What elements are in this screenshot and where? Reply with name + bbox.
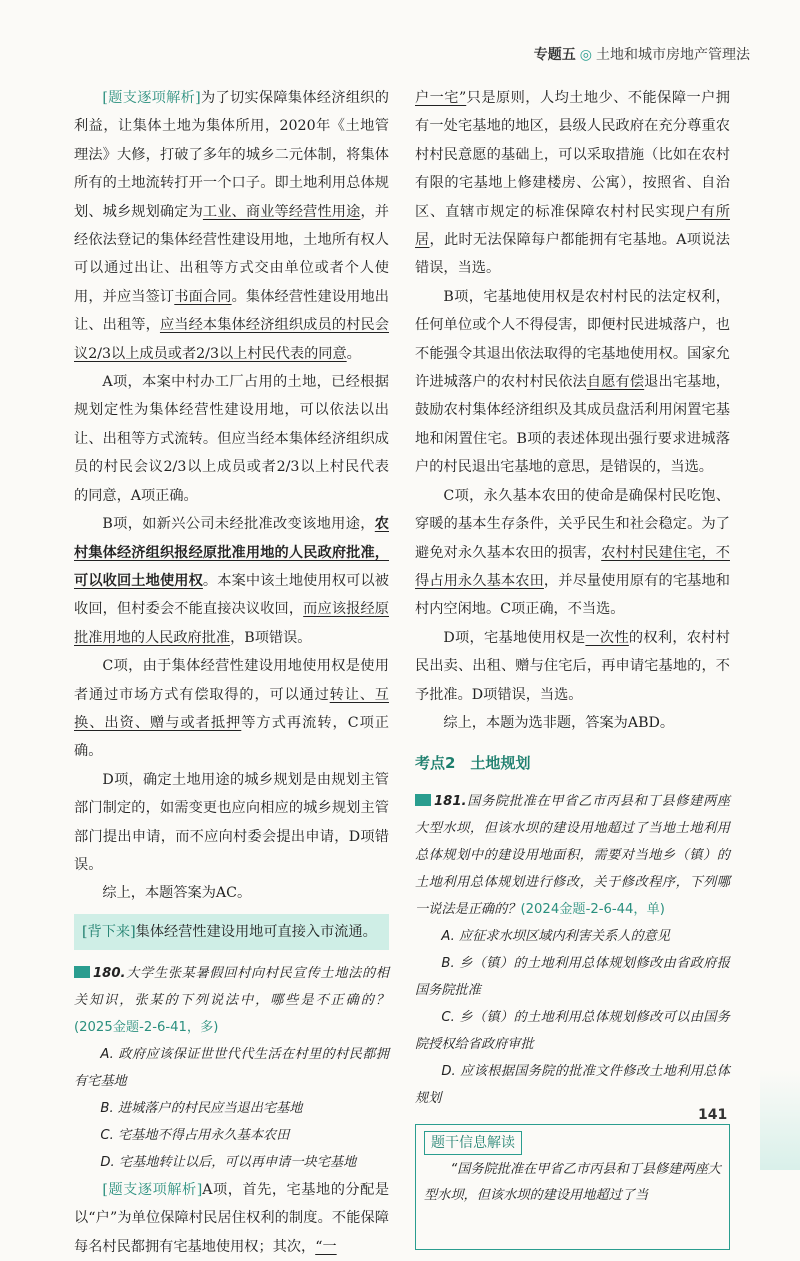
paragraph-option-a: A项，本案中村办工厂占用的土地，已经根据规划定性为集体经营性建设用地，可以依法以出让、出租等方式流转。但应当经本集体经济组织成员的村民会议2/3以上成员或者2/3以上村民代表的同意，A项正确。 xyxy=(74,374,389,504)
paragraph-intro: [题支逐项解析]为了切实保障集体经济组织的利益，让集体土地为集体所用，2020年《土地管理法》大修，打破了多年的城乡二元体制，将集体所有的土地流转打开一个口子。即土地利用总体规划、城乡规划确定为工业、商业等经营性用途，并经依法登记的集体经营性建设用地，土地所有权人可以通过出让、出租等方式交由单位或者个人使用，并应当签订书面合同。集体经营性建设用地出让、出租等，应当经本集体经济组织成员的村民会议2/3以上成员或者2/3以上村民代表的同意。 xyxy=(74,90,389,362)
option-180-b: B. 进城落户的村民应当退出宅基地 xyxy=(100,1100,303,1116)
chapter-title: 土地和城市房地产管理法 xyxy=(596,47,750,63)
analysis-tag-180: [题支逐项解析] xyxy=(102,1181,203,1198)
option-181-a: A. 应征求水坝区域内利害关系人的意见 xyxy=(441,928,671,944)
memo-box xyxy=(74,914,389,950)
page-header xyxy=(450,44,750,64)
separator-icon: ◎ xyxy=(579,47,592,63)
chapter-label: 专题五 xyxy=(533,47,576,63)
paragraph-180-option-c: C项，永久基本农田的使命是确保村民吃饱、穿暖的基本生存条件，关乎民生和社会稳定。为了避免对永久基本农田的损害，农村村民建住宅，不得占用永久基本农田，并尽量使用原有的宅基地和村内空闲地。C项正确，不当选。 xyxy=(415,487,730,618)
page-number: 141 xyxy=(698,1107,728,1123)
option-181-d: D. 应该根据国务院的批准文件修改土地利用总体规划 xyxy=(415,1063,730,1106)
section-heading: 考点2 土地规划 xyxy=(415,754,531,773)
question-181: 181.国务院批准在甲省乙市丙县和丁县修建两座大型水坝，但该水坝的建设用地超过了当地土地利用总体规划中的建设用地面积，需要对当地乡（镇）的土地利用总体规划进行修改，关于修改程序，下列哪一说法是正确的？(2024金题-2-6-44，单) xyxy=(415,793,730,917)
option-181-c: C. 乡（镇）的土地利用总体规划修改可以由国务院授权给省政府审批 xyxy=(415,1009,730,1052)
right-column xyxy=(415,84,730,1250)
option-180-d: D. 宅基地转让以后，可以再申请一块宅基地 xyxy=(100,1154,357,1170)
paragraph-option-b: B项，如新兴公司未经批准改变该地用途，农村集体经济组织报经原批准用地的人民政府批准，可以收回土地使用权。本案中该土地使用权可以被收回，但村委会不能直接决议收回，而应该报经原批准用地的人民政府批准，B项错误。 xyxy=(74,516,389,646)
corner-decoration xyxy=(760,1070,800,1170)
question-180: 180.大学生张某暑假回村向村民宣传土地法的相关知识，张某的下列说法中，哪些是不正确的？(2025金题-2-6-41，多) xyxy=(74,965,389,1035)
paragraph-180-option-b: B项，宅基地使用权是农村村民的法定权利，任何单位或个人不得侵害，即便村民进城落户，也不能强令其退出依法取得的宅基地使用权。国家允许进城落户的农村村民依法自愿有偿退出宅基地，鼓励农村集体经济组织及其成员盘活利用闲置宅基地和闲置住宅。B项的表述体现出强行要求进城落户的村民退出宅基地的意思，是错误的，当选。 xyxy=(415,288,730,476)
info-reading-box xyxy=(415,1124,730,1250)
paragraph-180-option-d: D项，宅基地使用权是一次性的权利，农村村民出卖、出租、赠与住宅后，再申请宅基地的，不予批准。D项错误，当选。 xyxy=(415,629,730,703)
option-181-b: B. 乡（镇）的土地利用总体规划修改由省政府报国务院批准 xyxy=(415,955,730,998)
option-180-a: A. 政府应该保证世世代代生活在村里的村民都拥有宅基地 xyxy=(74,1046,389,1089)
memo-tag: [背下来] xyxy=(82,923,136,940)
left-column xyxy=(74,84,389,1261)
memo-text: 集体经营性建设用地可直接入市流通。 xyxy=(135,923,377,940)
question-icon xyxy=(415,794,431,806)
question-icon xyxy=(74,966,90,978)
summary-text: 综上，本题答案为AC。 xyxy=(102,885,252,902)
paragraph-continued-a: 户一宅”只是原则，人均土地少、不能保障一户拥有一处宅基地的地区，县级人民政府在充分尊重农村村民意愿的基础上，可以采取措施（比如在农村有限的宅基地上修建楼房、公寓），按照省、自治区、直辖市规定的标准保障农村村民实现户有所居，此时无法保障每户都能拥有宅基地。A项说法错误，当选。 xyxy=(415,90,730,277)
info-box-title: 题干信息解读 xyxy=(424,1131,522,1155)
paragraph-option-d: D项，确定土地用途的城乡规划是由规划主管部门制定的，如需变更也应向相应的城乡规划主管部门提出申请，而不应向村委会提出申请，D项错误。 xyxy=(74,771,389,873)
analysis-tag: [题支逐项解析] xyxy=(102,90,201,106)
info-box-text: “国务院批准在甲省乙市丙县和丁县修建两座大型水坝，但该水坝的建设用地超过了当 xyxy=(424,1162,721,1204)
summary-180: 综上，本题为选非题，答案为ABD。 xyxy=(443,714,675,731)
analysis-180-start: [题支逐项解析]A项，首先，宅基地的分配是以“户”为单位保障村民居住权利的制度。不能保障每名村民都拥有宅基地使用权；其次，“一 xyxy=(74,1181,390,1255)
paragraph-option-c: C项，由于集体经营性建设用地使用权是使用者通过市场方式有偿取得的，可以通过转让、互换、出资、赠与或者抵押等方式再流转，C项正确。 xyxy=(74,658,389,760)
option-180-c: C. 宅基地不得占用永久基本农田 xyxy=(100,1127,290,1143)
